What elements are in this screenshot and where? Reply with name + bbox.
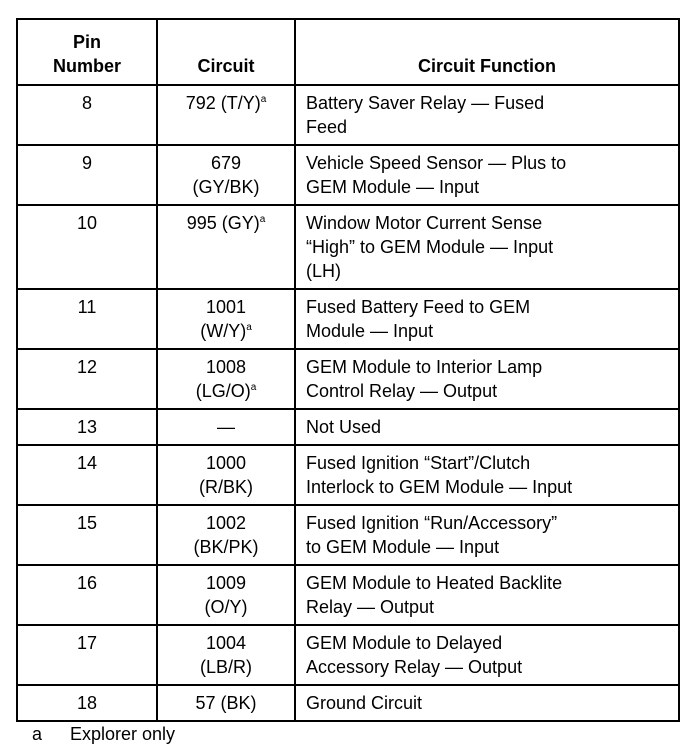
circuit-function-line: Feed <box>306 117 348 137</box>
circuit-function-line: “High” to GEM Module — Input <box>306 237 554 257</box>
circuit-function-line: Fused Battery Feed to GEM <box>306 297 531 317</box>
circuit-function-line: (LH) <box>306 261 341 281</box>
circuit-function-cell <box>295 85 679 145</box>
circuit-function-line: GEM Module to Heated Backlite <box>306 573 563 593</box>
circuit-line <box>159 451 293 475</box>
circuit-text: 679 <box>210 153 242 173</box>
circuit-line <box>159 535 293 559</box>
pin-circuit-table <box>16 18 680 722</box>
header-pin-line-1: Pin <box>72 32 101 52</box>
circuit-function-line: to GEM Module — Input <box>306 537 500 557</box>
table-row <box>17 685 679 721</box>
table-row <box>17 349 679 409</box>
circuit-function-line: Not Used <box>306 417 382 437</box>
circuit-function-cell <box>295 505 679 565</box>
pin-number-cell: 15 <box>17 505 157 565</box>
circuit-text: (W/Y) <box>200 321 247 341</box>
circuit-function-cell <box>295 565 679 625</box>
table-row <box>17 625 679 685</box>
circuit-function-line: Vehicle Speed Sensor — Plus to <box>306 153 567 173</box>
circuit-function-line: Interlock to GEM Module — Input <box>306 477 573 497</box>
circuit-function-line: Control Relay — Output <box>306 381 498 401</box>
circuit-line <box>159 571 293 595</box>
circuit-line <box>159 319 293 343</box>
header-pin-number <box>17 19 157 85</box>
circuit-text: (O/Y) <box>204 597 248 617</box>
circuit-line <box>159 295 293 319</box>
circuit-cell <box>157 625 295 685</box>
circuit-function-line: Window Motor Current Sense <box>306 213 543 233</box>
footnote-superscript: a <box>250 382 257 393</box>
pin-number-cell: 17 <box>17 625 157 685</box>
table-row <box>17 85 679 145</box>
circuit-line <box>159 211 293 235</box>
circuit-cell <box>157 85 295 145</box>
circuit-line <box>159 151 293 175</box>
circuit-cell <box>157 205 295 289</box>
table-body <box>17 85 679 721</box>
circuit-cell <box>157 685 295 721</box>
circuit-line <box>159 379 293 403</box>
pin-number-cell: 14 <box>17 445 157 505</box>
circuit-function-line: Fused Ignition “Run/Accessory” <box>306 513 558 533</box>
circuit-text: 1008 <box>205 357 247 377</box>
circuit-function-cell <box>295 349 679 409</box>
circuit-function-line: Fused Ignition “Start”/Clutch <box>306 453 531 473</box>
circuit-text: (LG/O) <box>195 381 251 401</box>
circuit-function-line: GEM Module — Input <box>306 177 480 197</box>
circuit-function-line: Ground Circuit <box>306 693 423 713</box>
circuit-line <box>159 175 293 199</box>
circuit-line <box>159 631 293 655</box>
circuit-text: 792 (T/Y) <box>185 93 261 113</box>
table-row <box>17 409 679 445</box>
footnote-mark: a <box>32 724 43 744</box>
circuit-line <box>159 415 293 439</box>
circuit-function-cell <box>295 409 679 445</box>
pin-number-cell: 8 <box>17 85 157 145</box>
circuit-cell <box>157 565 295 625</box>
table-header-row <box>17 19 679 85</box>
pin-number-cell: 10 <box>17 205 157 289</box>
circuit-text: (R/BK) <box>199 477 253 497</box>
pin-number-cell: 11 <box>17 289 157 349</box>
header-circuit: Circuit <box>157 19 295 85</box>
table-row <box>17 565 679 625</box>
circuit-function-cell <box>295 289 679 349</box>
circuit-line <box>159 691 293 715</box>
circuit-text: 1004 <box>205 633 247 653</box>
circuit-text: 1002 <box>205 513 247 533</box>
circuit-line <box>159 475 293 499</box>
circuit-text: 1001 <box>205 297 247 317</box>
circuit-line <box>159 91 293 115</box>
circuit-text: 995 (GY) <box>186 213 260 233</box>
circuit-text: (BK/PK) <box>193 537 259 557</box>
circuit-function-cell <box>295 205 679 289</box>
circuit-function-line: GEM Module to Interior Lamp <box>306 357 543 377</box>
pin-number-cell: 9 <box>17 145 157 205</box>
pin-number-cell: 12 <box>17 349 157 409</box>
circuit-cell <box>157 409 295 445</box>
pin-number-cell: 18 <box>17 685 157 721</box>
circuit-function-line: GEM Module to Delayed <box>306 633 503 653</box>
footnote-text: Explorer only <box>70 724 176 744</box>
circuit-line <box>159 511 293 535</box>
circuit-text: 57 (BK) <box>195 693 257 713</box>
circuit-function-line: Accessory Relay — Output <box>306 657 523 677</box>
circuit-function-cell <box>295 445 679 505</box>
circuit-cell <box>157 289 295 349</box>
circuit-function-cell <box>295 145 679 205</box>
footnote-superscript: a <box>246 322 252 333</box>
footnote-superscript: a <box>259 214 266 225</box>
circuit-cell <box>157 505 295 565</box>
circuit-text: (GY/BK) <box>192 177 260 197</box>
pin-number-cell: 13 <box>17 409 157 445</box>
pin-number-cell: 16 <box>17 565 157 625</box>
circuit-cell <box>157 445 295 505</box>
circuit-text: — <box>217 417 235 437</box>
circuit-line <box>159 595 293 619</box>
circuit-function-line: Module — Input <box>306 321 434 341</box>
footnote <box>32 722 175 746</box>
footnote-superscript: a <box>260 94 267 105</box>
circuit-cell <box>157 145 295 205</box>
circuit-function-line: Relay — Output <box>306 597 435 617</box>
table-row <box>17 505 679 565</box>
table-row <box>17 289 679 349</box>
table-row <box>17 145 679 205</box>
circuit-line <box>159 355 293 379</box>
circuit-function-line: Battery Saver Relay — Fused <box>306 93 545 113</box>
table-row <box>17 205 679 289</box>
circuit-text: 1009 <box>205 573 247 593</box>
table-row <box>17 445 679 505</box>
circuit-line <box>159 655 293 679</box>
header-pin-line-2: Number <box>52 56 121 76</box>
circuit-cell <box>157 349 295 409</box>
circuit-text: (LB/R) <box>199 657 252 677</box>
circuit-function-cell <box>295 685 679 721</box>
header-circuit-function: Circuit Function <box>295 19 679 85</box>
circuit-function-cell <box>295 625 679 685</box>
circuit-text: 1000 <box>205 453 247 473</box>
